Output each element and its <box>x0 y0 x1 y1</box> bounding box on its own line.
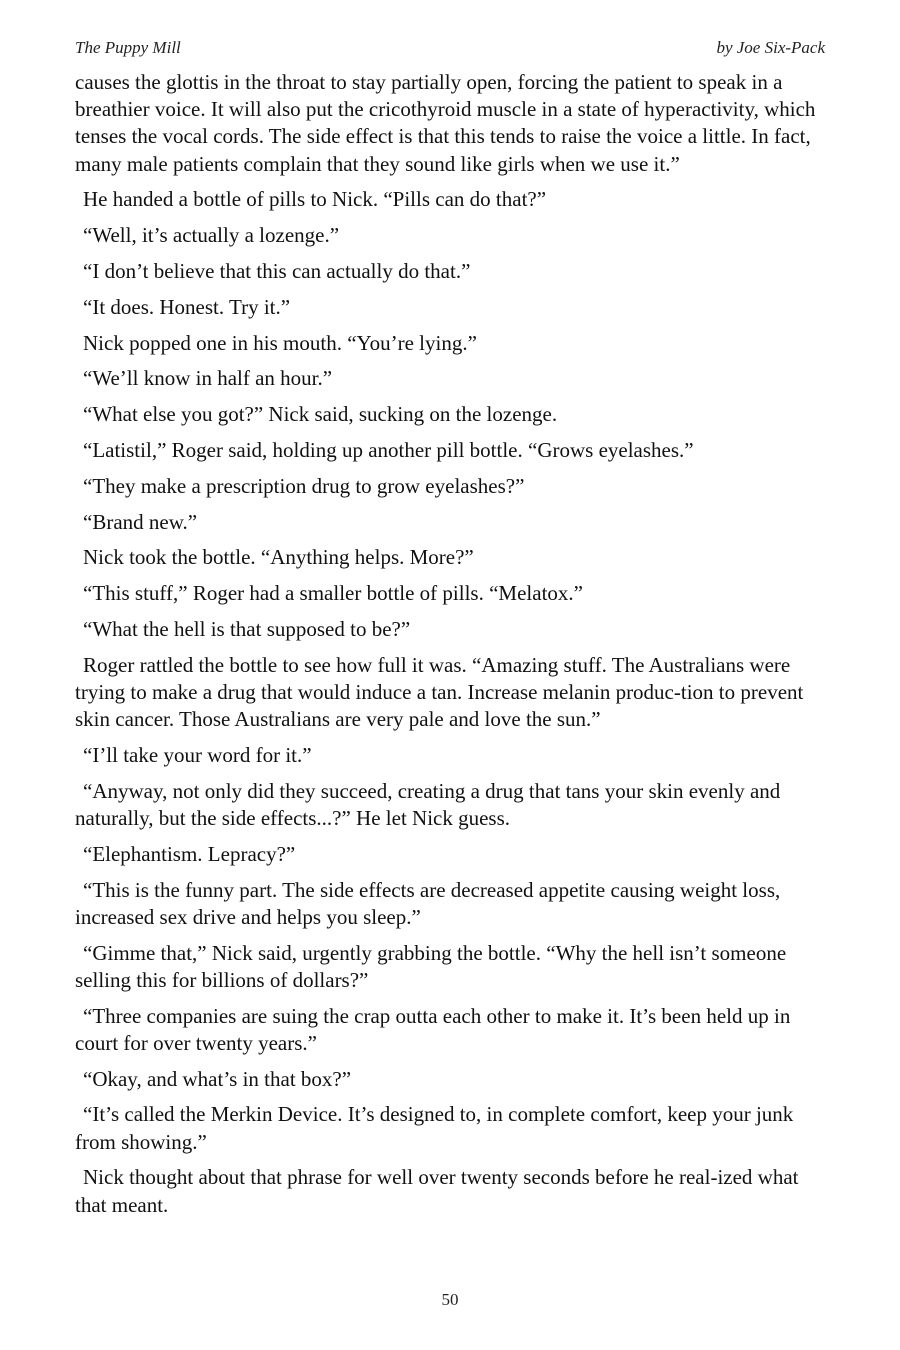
paragraph: “I’ll take your word for it.” <box>83 742 312 767</box>
paragraph: “We’ll know in half an hour.” <box>83 366 333 391</box>
paragraph: “Brand new.” <box>83 509 198 534</box>
paragraph: “It’s called the Merkin Device. It’s designed to, in complete comfort, keep your junk from showing.” <box>75 1102 794 1154</box>
paragraph: “It does. Honest. Try it.” <box>83 294 291 319</box>
paragraph: “Well, it’s actually a lozenge.” <box>83 223 340 248</box>
paragraph: causes the glottis in the throat to stay partially open, forcing the patient to speak in a breathier voice. It will also put the cricothyroid muscle in a state of hyperactivity, which tenses the vocal cords. The side effect is that this tends to raise the voice a little. In fact, many male patients complain that they sound like girls when we use it.” <box>75 70 816 176</box>
paragraph: Nick popped one in his mouth. “You’re lying.” <box>83 330 477 355</box>
paragraph: “Anyway, not only did they succeed, creating a drug that tans your skin evenly and naturally, but the side effects...?” He let Nick guess. <box>75 778 781 830</box>
paragraph: “They make a prescription drug to grow eyelashes?” <box>83 473 525 498</box>
paragraph: “This stuff,” Roger had a smaller bottle of pills. “Melatox.” <box>83 581 583 606</box>
paragraph: Roger rattled the bottle to see how full it was. “Amazing stuff. The Australians were trying to make a drug that would induce a tan. Increase melanin produc-tion to prevent skin cancer. Those Australians are very pale and love the sun.” <box>75 652 804 732</box>
paragraph: “This is the funny part. The side effects are decreased appetite causing weight loss, increased sex drive and helps you sleep.” <box>75 877 781 929</box>
paragraph: “What else you got?” Nick said, sucking on the lozenge. <box>83 402 558 427</box>
header-book-title: The Puppy Mill <box>75 38 181 57</box>
paragraph: Nick took the bottle. “Anything helps. More?” <box>83 545 474 570</box>
page-number: 50 <box>441 1290 459 1309</box>
paragraph: He handed a bottle of pills to Nick. “Pills can do that?” <box>83 187 547 212</box>
paragraph: “Okay, and what’s in that box?” <box>83 1066 352 1091</box>
running-header <box>75 38 825 62</box>
paragraph: Nick thought about that phrase for well over twenty seconds before he real-ized what that meant. <box>75 1165 799 1217</box>
paragraph: “Latistil,” Roger said, holding up another pill bottle. “Grows eyelashes.” <box>83 437 694 462</box>
header-author: by Joe Six-Pack <box>716 38 825 57</box>
body-text <box>75 69 825 1227</box>
paragraph: “Three companies are suing the crap outta each other to make it. It’s been held up in court for over twenty years.” <box>75 1003 791 1055</box>
paragraph: “Gimme that,” Nick said, urgently grabbing the bottle. “Why the hell isn’t someone selling this for billions of dollars?” <box>75 940 787 992</box>
paragraph: “Elephantism. Lepracy?” <box>83 841 296 866</box>
paragraph: “I don’t believe that this can actually do that.” <box>83 259 471 283</box>
paragraph: “What the hell is that supposed to be?” <box>83 616 411 641</box>
